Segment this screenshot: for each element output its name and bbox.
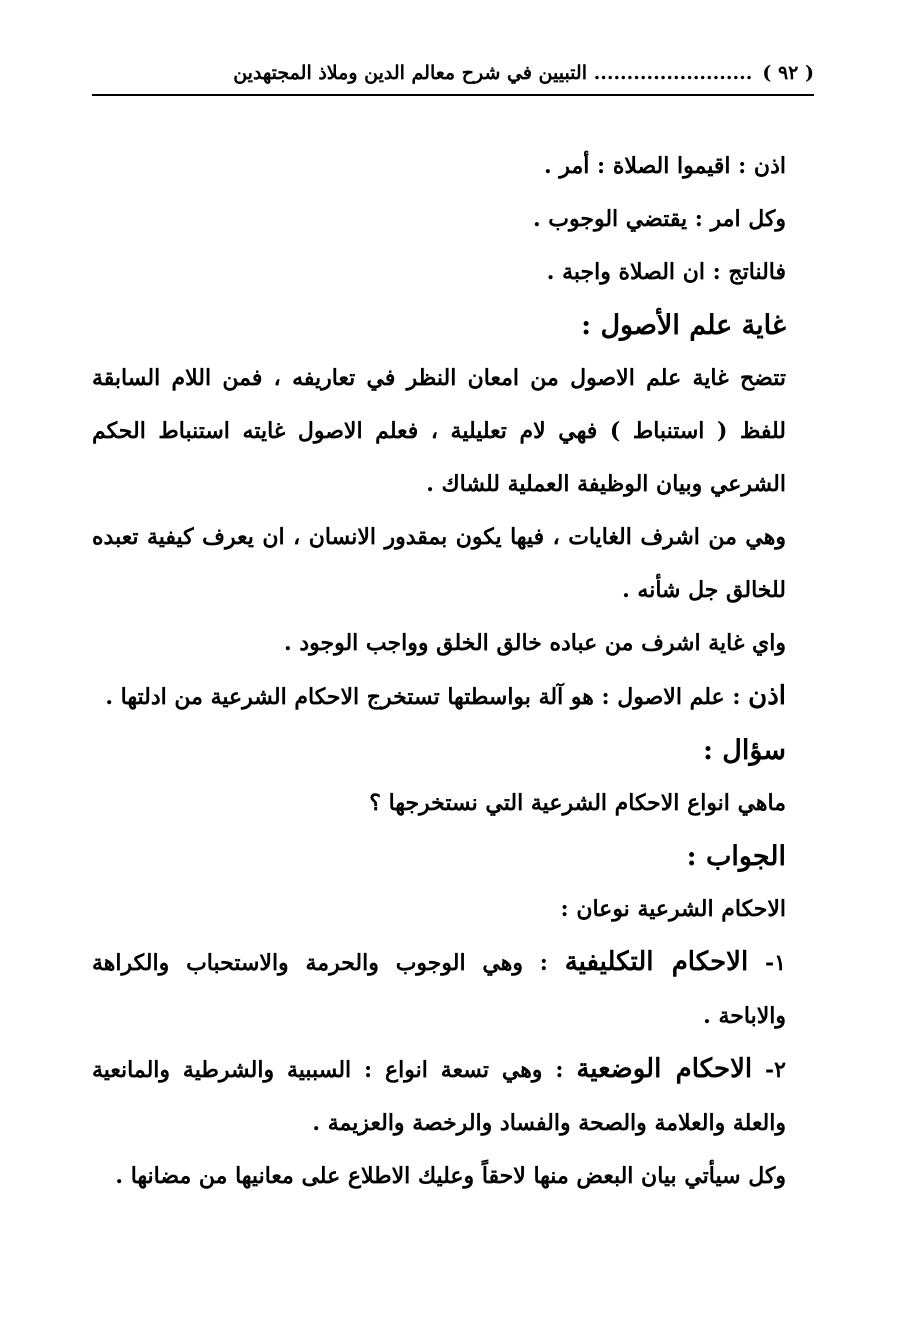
item-number: ١- (748, 950, 786, 976)
answer-intro: الاحكام الشرعية نوعان : (560, 896, 786, 922)
item-text: : وهي تسعة انواع : السببية والشرطية والمانعية والعلة والعلامة والصحة والفساد والرخصة والعزيمة . (92, 1057, 786, 1136)
paragraph: تتضح غاية علم الاصول من امعان النظر في تعاريفه ، فمن اللام السابقة للفظ ( استنباط ) فهي لام تعليلية ، فعلم الاصول غايته استنباط الحكم الشرعي وبيان الوظيفة العملية للشاك . (92, 365, 786, 497)
paragraph (92, 670, 816, 724)
closing-paragraph: وكل سيأتي بيان البعض منها لاحقاً وعليك الاطلاع على معانيها من مضانها . (115, 1163, 786, 1189)
item-term: الاحكام الوضعية (576, 1054, 753, 1084)
question-heading: سؤال : (702, 735, 786, 766)
text-line: فالناتج : ان الصلاة واجبة . (546, 259, 786, 285)
book-title: ........................ التبيين في شرح معالم الدين وملاذ المجتهدين (233, 62, 753, 84)
page-body (92, 140, 816, 1203)
item-term: الاحكام التكليفية (564, 947, 749, 977)
item-text: : وهي الوجوب والحرمة والاستحباب والكراهة والاباحة . (92, 950, 786, 1029)
emphasis-lead: اذن (748, 681, 786, 711)
header-rule (92, 94, 814, 96)
item-number: ٢- (752, 1057, 786, 1083)
list-item (92, 936, 816, 1043)
section-heading: غاية علم الأصول : (581, 310, 786, 341)
text-line: اذن : اقيموا الصلاة : أمر . (544, 153, 786, 179)
paragraph: وهي من اشرف الغايات ، فيها يكون بمقدور الانسان ، ان يعرف كيفية تعبده للخالق جل شأنه . (92, 524, 786, 603)
answer-heading: الجواب : (686, 841, 786, 872)
running-header (92, 48, 814, 98)
question-text: ماهي انواع الاحكام الشرعية التي نستخرجها ؟ (369, 790, 786, 816)
paragraph: واي غاية اشرف من عباده خالق الخلق وواجب الوجود . (284, 630, 786, 656)
page-number: ( ٩٢ ) (762, 62, 814, 84)
text-line: وكل امر : يقتضي الوجوب . (532, 206, 786, 232)
list-item (92, 1043, 816, 1150)
paragraph-text: : علم الاصول : هو آلة بواسطتها تستخرج الاحكام الشرعية من ادلتها . (105, 684, 749, 710)
